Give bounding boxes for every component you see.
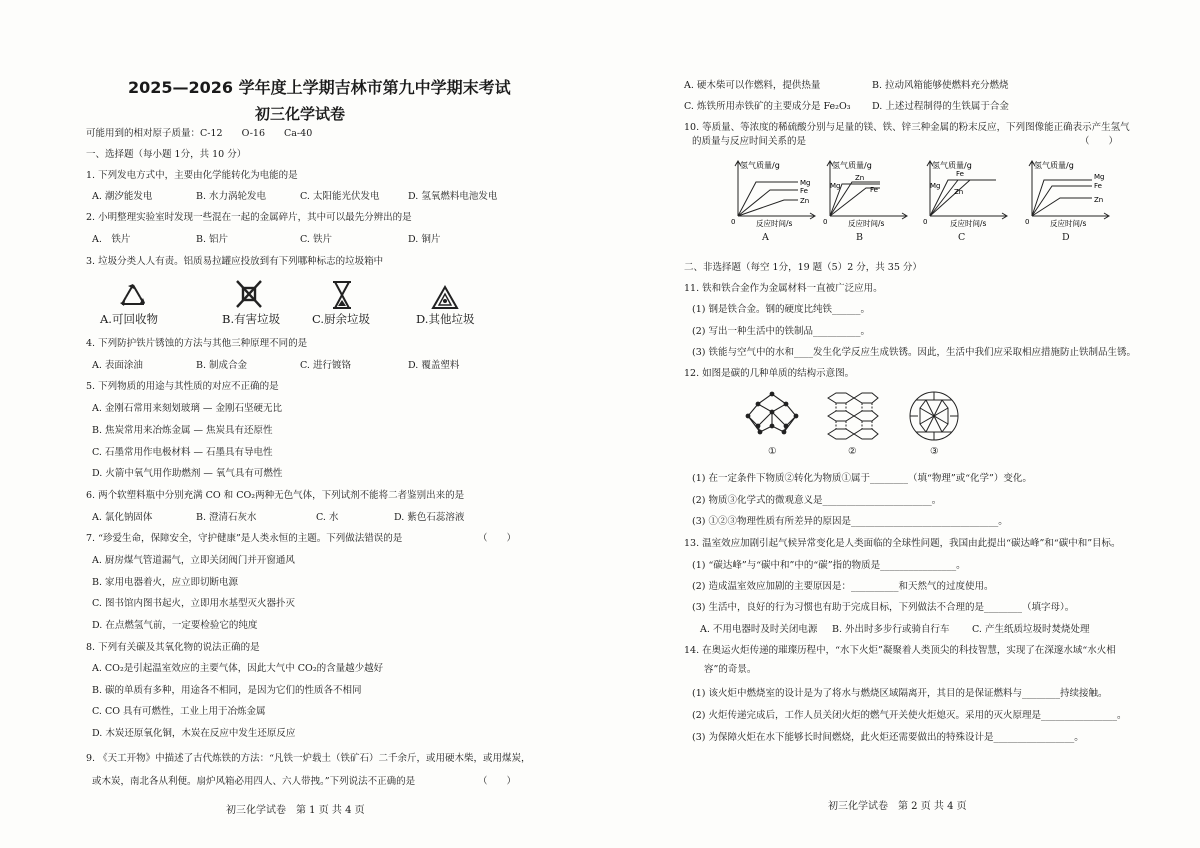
q7-option-b: B. 家用电器着火，应立即切断电源 — [92, 577, 239, 588]
bin-d-label: D.其他垃圾 — [416, 312, 475, 326]
question-9-line-2: 或木炭，南北各从利便。扇炉风箱必用四人、六人带拽。”下列说法不正确的是 — [92, 776, 416, 787]
page-1-footer: 初三化学试卷 第 1 页 共 4 页 — [226, 805, 365, 816]
q13-part-3: (3) 生活中，良好的行为习惯也有助于完成目标，下列做法不合理的是________（填字母）。 — [692, 602, 1075, 613]
q8-option-a: A. CO₂是引起温室效应的主要气体，因此大气中 CO₂的含量越少越好 — [92, 663, 384, 674]
q1-option-a: A. 潮汐能发电 — [92, 191, 153, 202]
q4-option-b: B. 制成合金 — [196, 360, 248, 371]
graph-d-label-zn: Zn — [1094, 196, 1104, 204]
graph-c-label-zn: Zn — [954, 188, 964, 196]
hazardous-waste-icon — [234, 278, 264, 310]
bin-a-label: A.可回收物 — [100, 312, 158, 326]
graph-b-label-mg: Mg — [830, 182, 841, 190]
graph-d-label-mg: Mg — [1094, 173, 1105, 181]
q9-option-a: A. 硬木柴可以作燃料，提供热量 — [684, 80, 821, 91]
graph-a-ylabel: 氢气质量/g — [740, 161, 780, 170]
graph-b-label-fe: Fe — [870, 186, 878, 194]
q9-option-c: C. 炼铁所用赤铁矿的主要成分是 Fe₂O₃ — [684, 101, 851, 112]
q8-option-d: D. 木炭还原氧化铜，木炭在反应中发生还原反应 — [92, 728, 296, 739]
graph-c-label-fe: Fe — [956, 170, 964, 178]
question-8: 8. 下列有关碳及其氧化物的说法正确的是 — [86, 642, 260, 653]
graph-c-origin: 0 — [923, 218, 928, 226]
q2-option-d: D. 铜片 — [408, 234, 441, 245]
q11-part-3: (3) 铁能与空气中的水和____发生化学反应生成铁锈。因此，生活中我们应采取相应措施防止铁制品生锈。 — [692, 347, 1136, 358]
graph-b — [820, 158, 912, 228]
question-5: 5. 下列物质的用途与其性质的对应不正确的是 — [86, 381, 279, 392]
atomic-masses: 可能用到的相对原子质量：C-12 O-16 Ca-40 — [86, 128, 313, 139]
q4-option-d: D. 覆盖塑料 — [408, 360, 460, 371]
question-10-line-2: 的质量与反应时间关系的是 — [692, 136, 807, 147]
q6-option-d: D. 紫色石蕊溶液 — [394, 512, 465, 523]
section-2-heading: 二、非选择题（每空 1分，19 题（5）2 分，共 35 分） — [684, 262, 922, 273]
q13-part-2: (2) 造成温室效应加剧的主要原因是：__________和天然气的过度使用。 — [692, 581, 994, 592]
q1-option-c: C. 太阳能光伏发电 — [300, 191, 380, 202]
question-3: 3. 垃圾分类人人有责。铝质易拉罐应投放到有下列哪种标志的垃圾箱中 — [86, 256, 384, 267]
question-10-line-1: 10. 等质量、等浓度的稀硫酸分别与足量的镁、铁、锌三种金属的粉末反应，下列图像能正确表示产生氢气 — [684, 122, 1130, 133]
section-1-heading: 一、选择题（每小题 1分，共 10 分） — [86, 149, 247, 160]
question-13: 13. 温室效应加剧引起气候异常变化是人类面临的全球性问题，我国由此提出“碳达峰”和“碳中和”目标。 — [684, 538, 1121, 549]
q2-option-b: B. 铝片 — [196, 234, 229, 245]
q10-answer-paren: （ ） — [1080, 136, 1119, 147]
q7-answer-paren: （ ） — [478, 533, 517, 544]
q14-part-2: (2) 火炬传递完成后，工作人员关闭火炬的燃气开关使火炬熄灭。采用的灭火原理是________________。 — [692, 710, 1127, 721]
graph-a-xlabel: 反应时间/s — [756, 219, 793, 228]
q9-option-d: D. 上述过程制得的生铁属于合金 — [872, 101, 1009, 112]
q4-option-a: A. 表面涂油 — [92, 360, 143, 371]
graph-a — [728, 158, 820, 228]
exam-subtitle: 初三化学试卷 — [255, 105, 346, 123]
recycle-icon — [116, 282, 150, 312]
graph-d-label-fe: Fe — [1094, 182, 1102, 190]
structure-label-3: ③ — [930, 446, 939, 457]
q2-option-a: A. 铁片 — [92, 234, 131, 245]
graph-d-letter: D — [1062, 232, 1070, 243]
q6-option-b: B. 澄清石灰水 — [196, 512, 257, 523]
graph-c-xlabel: 反应时间/s — [950, 219, 987, 228]
c60-structure-icon — [904, 386, 964, 446]
q1-option-d: D. 氢氧燃料电池发电 — [408, 191, 498, 202]
page-2 — [600, 0, 1200, 848]
graph-b-letter: B — [856, 232, 863, 243]
graph-a-label-zn: Zn — [800, 197, 810, 205]
question-9-line-1: 9. 《天工开物》中描述了古代炼铁的方法：“凡铁一炉载土（铁矿石）二千余斤，或用硬木柴，或用煤炭， — [86, 753, 531, 764]
q11-part-2: (2) 写出一种生活中的铁制品__________。 — [692, 326, 870, 337]
q6-option-c: C. 水 — [316, 512, 339, 523]
question-12: 12. 如图是碳的几种单质的结构示意图。 — [684, 368, 855, 379]
q12-part-1: (1) 在一定条件下物质②转化为物质①属于________（填“物理”或“化学”）变化。 — [692, 473, 1032, 484]
q7-option-c: C. 图书馆内图书起火，立即用水基型灭火器扑灭 — [92, 598, 295, 609]
q5-option-b: B. 焦炭常用来冶炼金属 — 焦炭具有还原性 — [92, 425, 273, 436]
q5-option-c: C. 石墨常用作电极材料 — 石墨具有导电性 — [92, 447, 273, 458]
graph-b-xlabel: 反应时间/s — [848, 219, 885, 228]
question-4: 4. 下列防护铁片锈蚀的方法与其他三种原理不同的是 — [86, 338, 308, 349]
question-6: 6. 两个软塑料瓶中分别充满 CO 和 CO₂两种无色气体，下列试剂不能将二者鉴别出来的是 — [86, 490, 465, 501]
graph-a-letter: A — [762, 232, 769, 243]
kitchen-waste-icon — [330, 280, 354, 310]
q4-option-c: C. 进行镀铬 — [300, 360, 351, 371]
graphite-structure-icon — [822, 388, 884, 448]
q9-answer-paren: （ ） — [478, 776, 517, 787]
graph-c — [918, 158, 1012, 228]
exam-title: 2025—2026 学年度上学期吉林市第九中学期末考试 — [128, 78, 511, 97]
q12-part-3: (3) ①②③物理性质有所差异的原因是_______________________________。 — [692, 516, 1008, 527]
q7-option-d: D. 在点燃氢气前，一定要检验它的纯度 — [92, 620, 258, 631]
graph-d-xlabel: 反应时间/s — [1050, 219, 1087, 228]
graph-b-origin: 0 — [823, 218, 828, 226]
question-7: 7. “珍爱生命，保障安全，守护健康”是人类永恒的主题。下列做法错误的是 — [86, 533, 403, 544]
structure-label-2: ② — [848, 446, 857, 457]
structure-label-1: ① — [768, 446, 777, 457]
diamond-structure-icon — [740, 386, 804, 448]
q14-part-1: (1) 该火炬中燃烧室的设计是为了将水与燃烧区域隔离开，其目的是保证燃料与________持续接触。 — [692, 688, 1108, 699]
question-1: 1. 下列发电方式中，主要由化学能转化为电能的是 — [86, 170, 298, 181]
q1-option-b: B. 水力涡轮发电 — [196, 191, 267, 202]
graph-a-label-fe: Fe — [800, 187, 808, 195]
q13-option-a: A. 不用电器时及时关闭电源 — [700, 624, 818, 635]
graph-b-label-zn: Zn — [855, 174, 865, 182]
graph-a-label-mg: Mg — [800, 179, 811, 187]
q5-option-d: D. 火箭中氧气用作助燃剂 — 氧气具有可燃性 — [92, 468, 283, 479]
graph-c-letter: C — [958, 232, 966, 243]
bin-b-label: B.有害垃圾 — [222, 312, 281, 326]
q6-option-a: A. 氯化钠固体 — [92, 512, 153, 523]
q13-option-b: B. 外出时多步行或骑自行车 — [832, 624, 950, 635]
question-2: 2. 小明整理实验室时发现一些混在一起的金属碎片，其中可以最先分辨出的是 — [86, 212, 412, 223]
question-14-line-1: 14. 在奥运火炬传递的璀璨历程中，“水下火炬”凝聚着人类顶尖的科技智慧，实现了在深邃水域“水火相 — [684, 645, 1116, 656]
q9-option-b: B. 拉动风箱能够使燃料充分燃烧 — [872, 80, 1009, 91]
q14-part-3: (3) 为保障火炬在水下能够长时间燃烧，此火炬还需要做出的特殊设计是_________________。 — [692, 732, 1084, 743]
q13-option-c: C. 产生纸质垃圾时焚烧处理 — [972, 624, 1090, 635]
q8-option-c: C. CO 具有可燃性，工业上用于冶炼金属 — [92, 706, 266, 717]
q2-option-c: C. 铁片 — [300, 234, 332, 245]
other-waste-icon — [430, 284, 460, 312]
question-14-line-2: 容”的奇景。 — [704, 664, 757, 675]
q5-option-a: A. 金刚石常用来刻划玻璃 — 金刚石坚硬无比 — [92, 403, 282, 414]
question-11: 11. 铁和铁合金作为金属材料一直被广泛应用。 — [684, 283, 883, 294]
graph-a-origin: 0 — [731, 218, 736, 226]
graph-c-ylabel: 氢气质量/g — [932, 161, 972, 170]
q7-option-a: A. 厨房煤气管道漏气，立即关闭阀门并开窗通风 — [92, 555, 295, 566]
bin-c-label: C.厨余垃圾 — [312, 312, 371, 326]
graph-b-ylabel: 氢气质量/g — [832, 161, 872, 170]
graph-d-ylabel: 氢气质量/g — [1034, 161, 1074, 170]
q8-option-b: B. 碳的单质有多种，用途各不相同，是因为它们的性质各不相同 — [92, 685, 362, 696]
graph-d-origin: 0 — [1025, 218, 1030, 226]
q12-part-2: (2) 物质③化学式的微观意义是_______________________。 — [692, 495, 942, 506]
q11-part-1: (1) 钢是铁合金。钢的硬度比纯铁______。 — [692, 304, 870, 315]
q13-part-1: (1) “碳达峰”与“碳中和”中的“碳”指的物质是________________。 — [692, 560, 966, 571]
graph-c-label-mg: Mg — [930, 182, 941, 190]
graph-d — [1020, 158, 1114, 228]
page-2-footer: 初三化学试卷 第 2 页 共 4 页 — [828, 801, 967, 812]
